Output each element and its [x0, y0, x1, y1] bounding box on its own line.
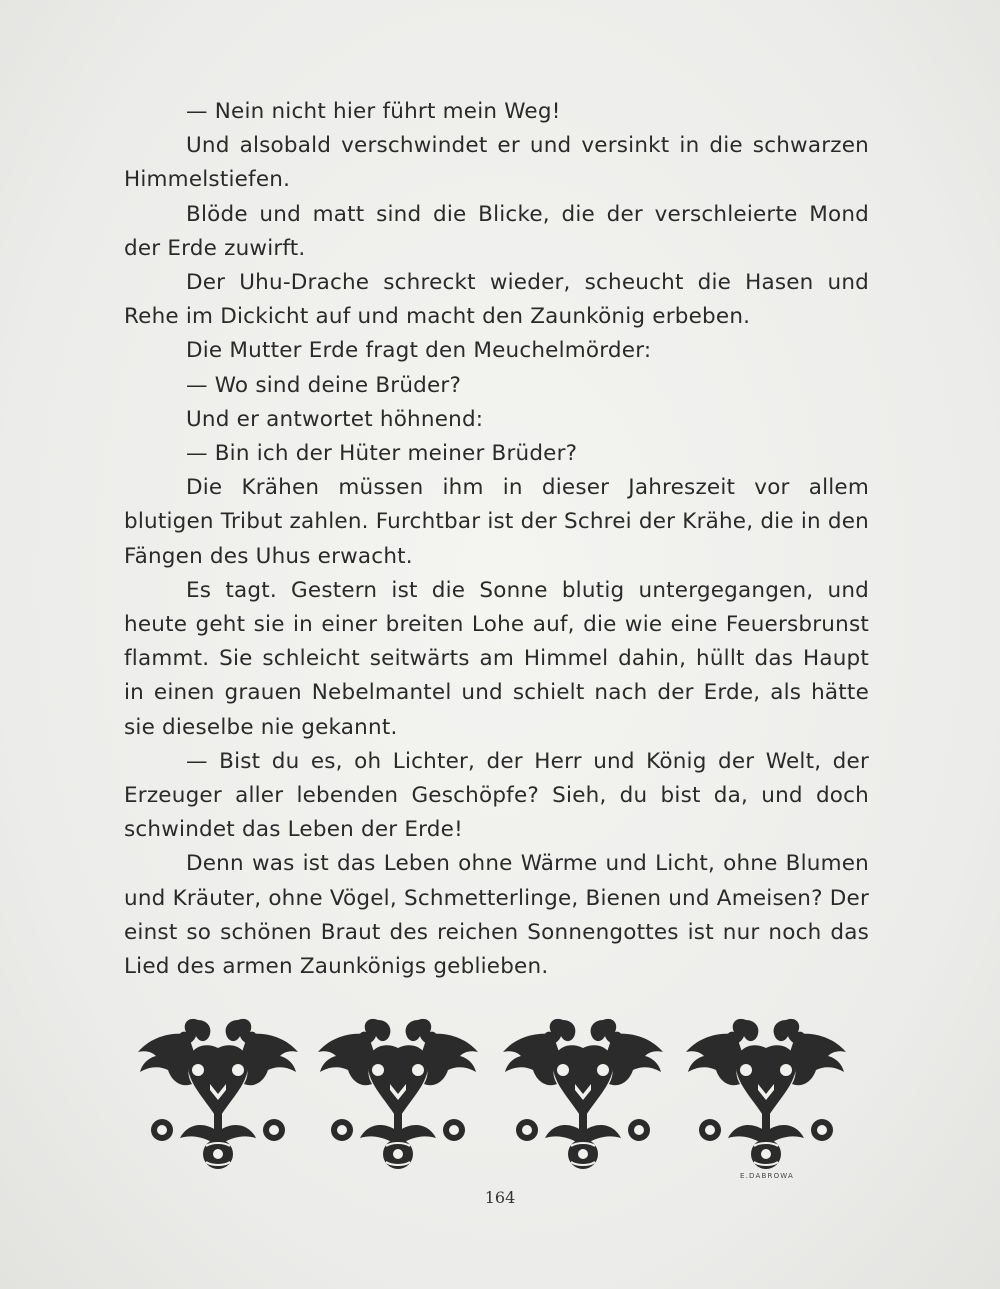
paragraph: — Bist du es, oh Lichter, der Herr und König der Welt, der Erzeuger aller lebenden Geschöpfe? Sieh, du bist da, und doch schwindet das Leben der Erde!: [124, 748, 869, 843]
ornament-unit-2: [318, 1019, 478, 1169]
paragraph: Denn was ist das Leben ohne Wärme und Licht, ohne Blumen und Kräuter, ohne Vögel, Schmetterlinge, Bienen und Ameisen? Der einst so schönen Braut des reichen Sonnengottes ist nur noch das Lied des armen Zaunkönigs geblieben.: [124, 851, 869, 980]
paragraph: — Wo sind deine Brüder?: [186, 372, 462, 398]
decorative-border-ornament: [128, 1012, 873, 1182]
paragraph: Und alsobald verschwindet er und versinkt in die schwarzen Himmelstiefen.: [124, 133, 869, 193]
page-number: 164: [484, 1188, 516, 1207]
ornament-unit-4: [686, 1019, 846, 1169]
paragraph: — Nein nicht hier führt mein Weg!: [186, 99, 561, 124]
paragraph: Es tagt. Gestern ist die Sonne blutig untergegangen, und heute geht sie in einer breiten Lohe auf, die wie eine Feuersbrunst flammt. Sie schleicht seitwärts am Himmel dahin, hüllt das Haupt in einen grauen Nebelmantel und schielt nach der Erde, als hätte sie dieselbe nie gekannt.: [124, 577, 869, 740]
paragraph: Blöde und matt sind die Blicke, die der verschleierte Mond der Erde zuwirft.: [124, 201, 869, 261]
paragraph: Die Mutter Erde fragt den Meuchelmörder:: [186, 338, 652, 364]
ornament-unit-3: [503, 1019, 663, 1169]
paragraph: Und er antwortet höhnend:: [186, 406, 484, 432]
body-text: [124, 95, 869, 984]
ornament-unit-1: [138, 1019, 298, 1169]
paragraph: — Bin ich der Hüter meiner Brüder?: [186, 441, 578, 467]
paragraph: Der Uhu-Drache schreckt wieder, scheucht die Hasen und Rehe im Dickicht auf und macht den Zaunkönig erbeben.: [124, 270, 869, 330]
artist-signature: E.DABROWA: [740, 1172, 795, 1180]
paragraph: Die Krähen müssen ihm in dieser Jahreszeit vor allem blutigen Tribut zahlen. Furchtbar ist der Schrei der Krähe, die in den Fängen des Uhus erwacht.: [124, 475, 869, 569]
